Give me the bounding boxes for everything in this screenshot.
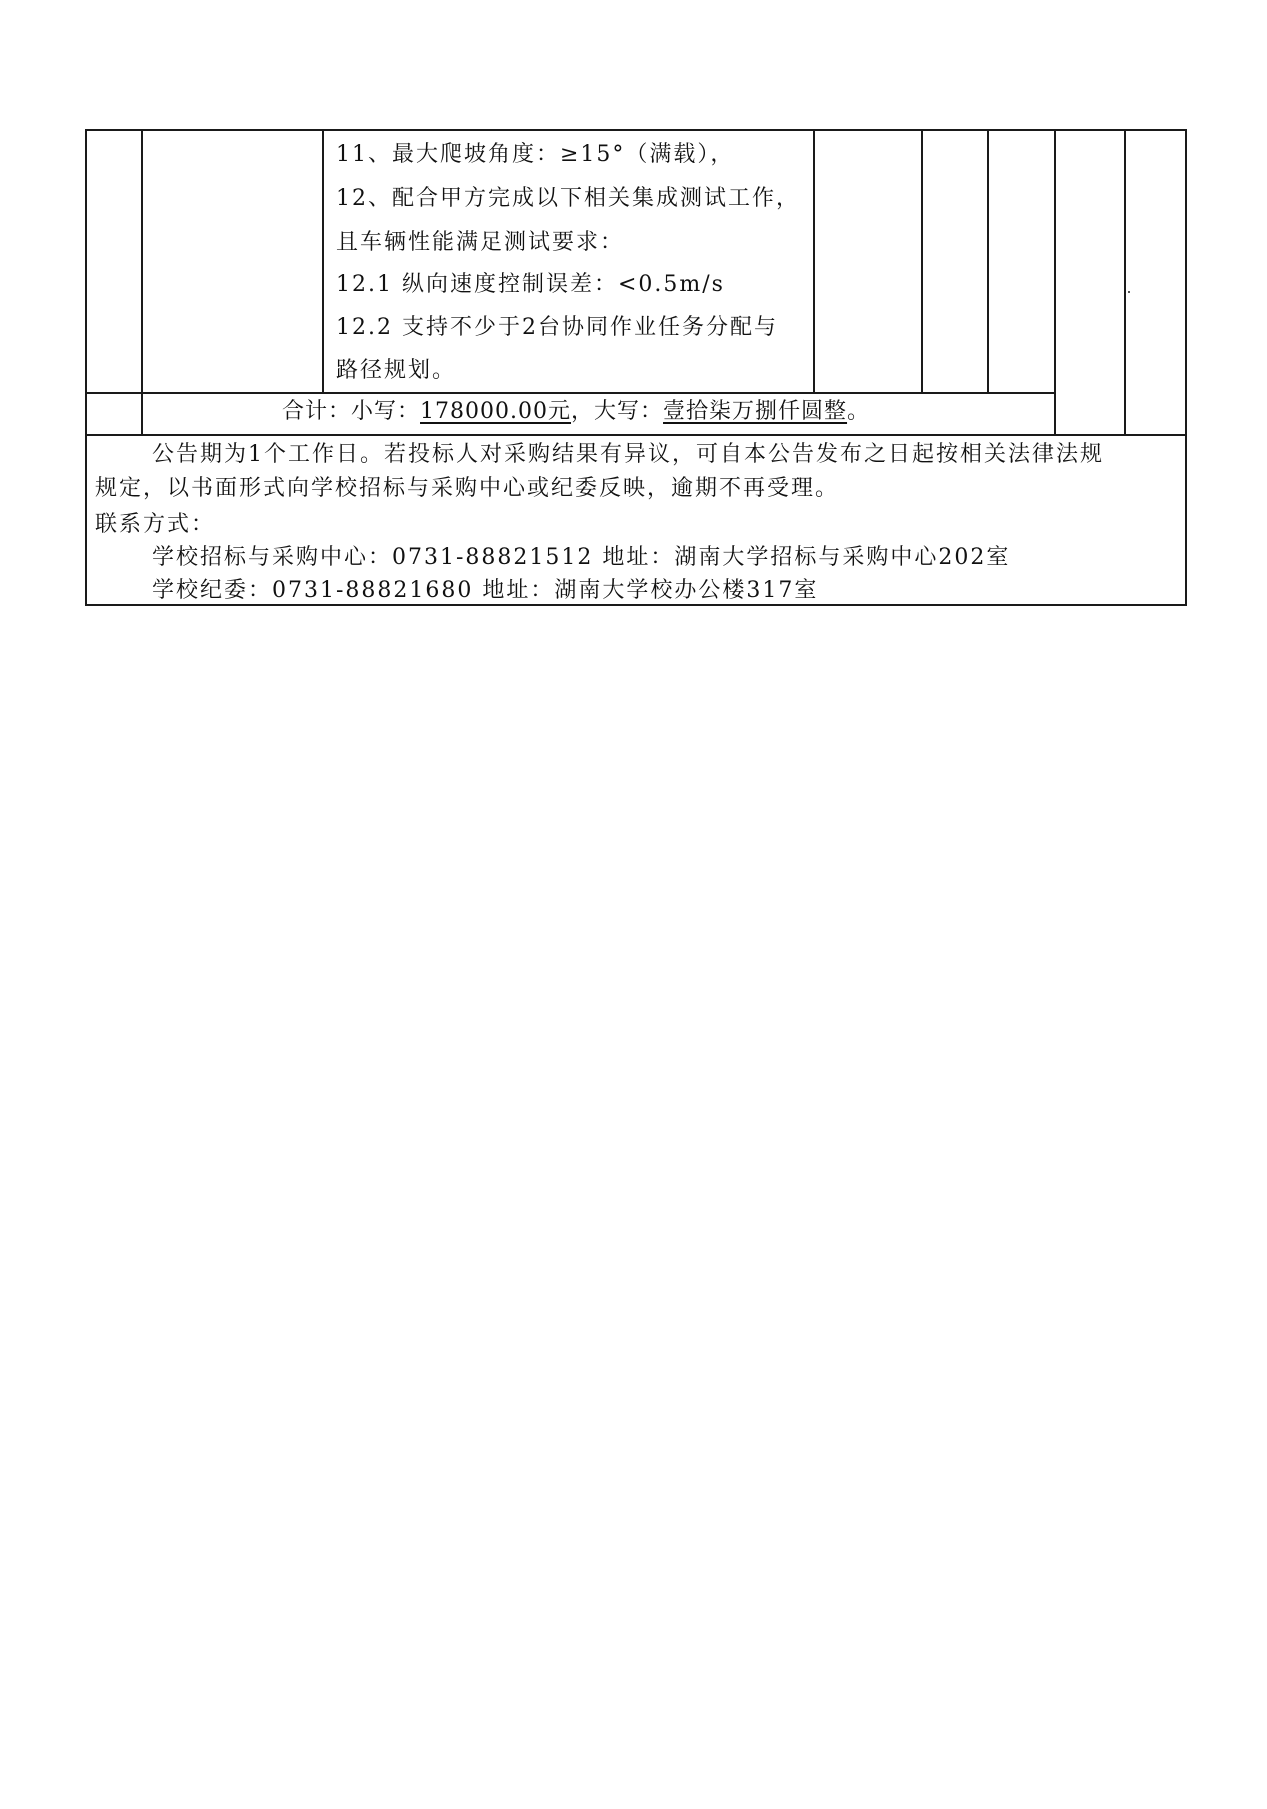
row-divider-total-notes <box>85 434 1187 436</box>
column-divider-2 <box>322 129 324 394</box>
contact-discipline-committee: 学校纪委：0731-88821680 地址：湖南大学校办公楼317室 <box>152 578 819 603</box>
spec-line-cooperative-task: 12.2 支持不少于2台协同作业任务分配与 <box>336 315 778 340</box>
objection-notice-line-2: 规定，以书面形式向学校招标与采购中心或纪委反映，逾期不再受理。 <box>95 476 840 501</box>
row-divider-spec-total <box>85 392 1055 394</box>
column-divider-4 <box>921 129 923 394</box>
column-divider-1 <box>141 129 143 436</box>
total-end: 。 <box>847 399 871 424</box>
total-amount-words: 壹拾柒万捌仟圆整 <box>663 399 848 424</box>
spec-line-max-climb: 11、最大爬坡角度：≥15°（满载）， <box>336 142 735 167</box>
spec-line-speed-error: 12.1 纵向速度控制误差：<0.5m/s <box>336 272 725 297</box>
spec-line-performance-requirement: 且车辆性能满足测试要求： <box>336 230 625 255</box>
objection-notice-line-1: 公告期为1个工作日。若投标人对采购结果有异议，可自本公告发布之日起按相关法律法规 <box>152 442 1105 467</box>
scan-speck <box>1128 291 1130 293</box>
table-border-left <box>85 129 87 606</box>
total-amount-unit: 元 <box>548 399 572 424</box>
total-amount-number: 178000.00 <box>420 399 548 424</box>
column-divider-5 <box>987 129 989 394</box>
spec-line-integration-test: 12、配合甲方完成以下相关集成测试工作， <box>336 186 800 211</box>
spec-line-path-planning: 路径规划。 <box>336 358 457 383</box>
contact-procurement-center: 学校招标与采购中心：0731-88821512 地址：湖南大学招标与采购中心202室 <box>152 545 1011 570</box>
total-amount-row <box>282 397 870 427</box>
table-border-right <box>1185 129 1187 606</box>
column-divider-3 <box>813 129 815 394</box>
column-divider-7 <box>1124 129 1126 436</box>
total-separator: ，大写： <box>571 399 664 424</box>
contact-heading: 联系方式： <box>95 512 216 537</box>
column-divider-6 <box>1054 129 1056 436</box>
total-prefix: 合计：小写： <box>282 399 421 424</box>
table-border-top <box>85 129 1187 131</box>
